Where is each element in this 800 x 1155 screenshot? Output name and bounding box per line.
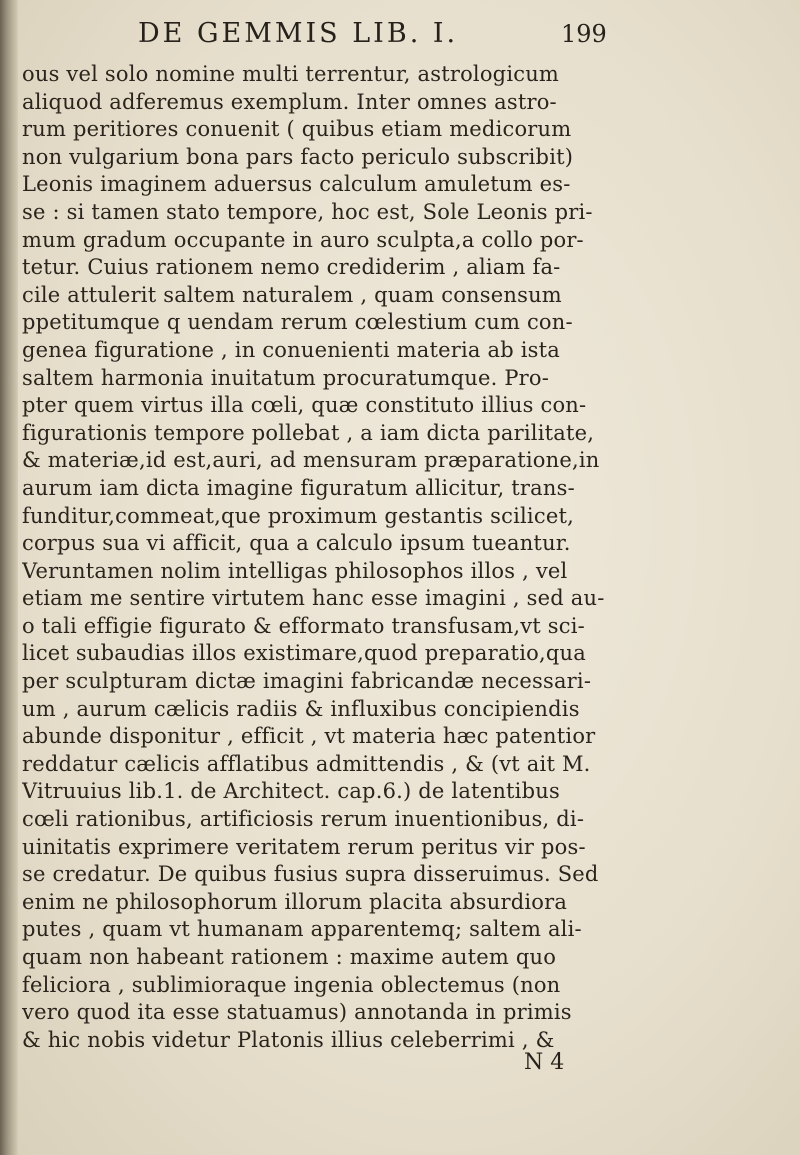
- text-line: pter quem virtus illa cœli, quæ constituto illius con-: [22, 393, 587, 418]
- text-line: funditur,commeat,que proximum gestantis scilicet,: [22, 503, 574, 528]
- text-line: quam non habeant rationem : maxime autem quo: [22, 945, 557, 969]
- text-line: ppetitumque q uendam rerum cœlestium cum con-: [22, 310, 573, 335]
- text-line: aurum iam dicta imagine figuratum allicitur, trans-: [22, 475, 575, 500]
- text-line: corpus sua vi afficit, qua a calculo ipsum tueantur.: [22, 531, 571, 556]
- text-line: um , aurum cælicis radiis & influxibus concipiendis: [22, 696, 580, 721]
- body-text: [22, 61, 792, 1054]
- running-head: DE GEMMIS LIB. I.: [138, 18, 459, 49]
- text-line: tetur. Cuius rationem nemo crediderim , aliam fa-: [22, 255, 561, 280]
- page-header: [0, 18, 800, 58]
- text-line: feliciora , sublimioraque ingenia oblectemus (non: [22, 972, 561, 997]
- text-line: etiam me sentire virtutem hanc esse imagini , sed au-: [22, 586, 605, 611]
- text-line: abunde disponitur , efficit , vt materia hæc patentior: [22, 724, 596, 749]
- text-line: Leonis imaginem aduersus calculum amuletum es-: [22, 172, 571, 197]
- text-line: figurationis tempore pollebat , a iam dicta parilitate,: [22, 420, 595, 445]
- text-line: saltem harmonia inuitatum procuratumque. Pro-: [22, 365, 550, 390]
- text-line: rum peritiores conuenit ( quibus etiam medicorum: [22, 117, 572, 142]
- text-line: per sculpturam dictæ imagini fabricandæ necessari-: [22, 669, 592, 694]
- text-line: cœli rationibus, artificiosis rerum inuentionibus, di-: [22, 807, 585, 832]
- binding-gutter: [0, 0, 18, 1155]
- text-line: reddatur cælicis afflatibus admittendis , & (vt ait M.: [22, 751, 591, 776]
- text-line: putes , quam vt humanam apparentemq; saltem ali-: [22, 917, 582, 942]
- text-line: vero quod ita esse statuamus) annotanda in primis: [22, 1000, 572, 1025]
- text-line: non vulgarium bona pars facto periculo subscribit): [22, 144, 574, 169]
- text-line: enim ne philosophorum illorum placita absurdiora: [22, 889, 568, 914]
- text-line: uinitatis exprimere veritatem rerum peritus vir pos-: [22, 834, 586, 859]
- text-line: se credatur. De quibus fusius supra disseruimus. Sed: [22, 862, 599, 887]
- text-line: ous vel solo nomine multi terrentur, astrologicum: [22, 62, 560, 86]
- text-line: se : si tamen stato tempore, hoc est, Sole Leonis pri-: [22, 199, 593, 224]
- text-line: aliquod adferemus exemplum. Inter omnes astro-: [22, 89, 557, 114]
- text-line: mum gradum occupante in auro sculpta,a collo por-: [22, 227, 584, 252]
- text-line: & hic nobis videtur Platonis illius celeberrimi , &: [22, 1027, 555, 1052]
- text-line: o tali effigie figurato & efformato transfusam,vt sci-: [22, 613, 585, 638]
- page-number: 199: [561, 20, 607, 48]
- text-line: licet subaudias illos existimare,quod preparatio,qua: [22, 641, 586, 666]
- text-line: Vitruuius lib.1. de Architect. cap.6.) de latentibus: [22, 779, 560, 804]
- signature-mark: N 4: [524, 1050, 565, 1075]
- text-line: & materiæ,id est,auri, ad mensuram præparatione,in: [22, 448, 600, 473]
- text-line: cile attulerit saltem naturalem , quam consensum: [22, 282, 562, 307]
- text-line: genea figuratione , in conuenienti materia ab ista: [22, 337, 560, 362]
- text-line: Veruntamen nolim intelligas philosophos illos , vel: [22, 558, 568, 583]
